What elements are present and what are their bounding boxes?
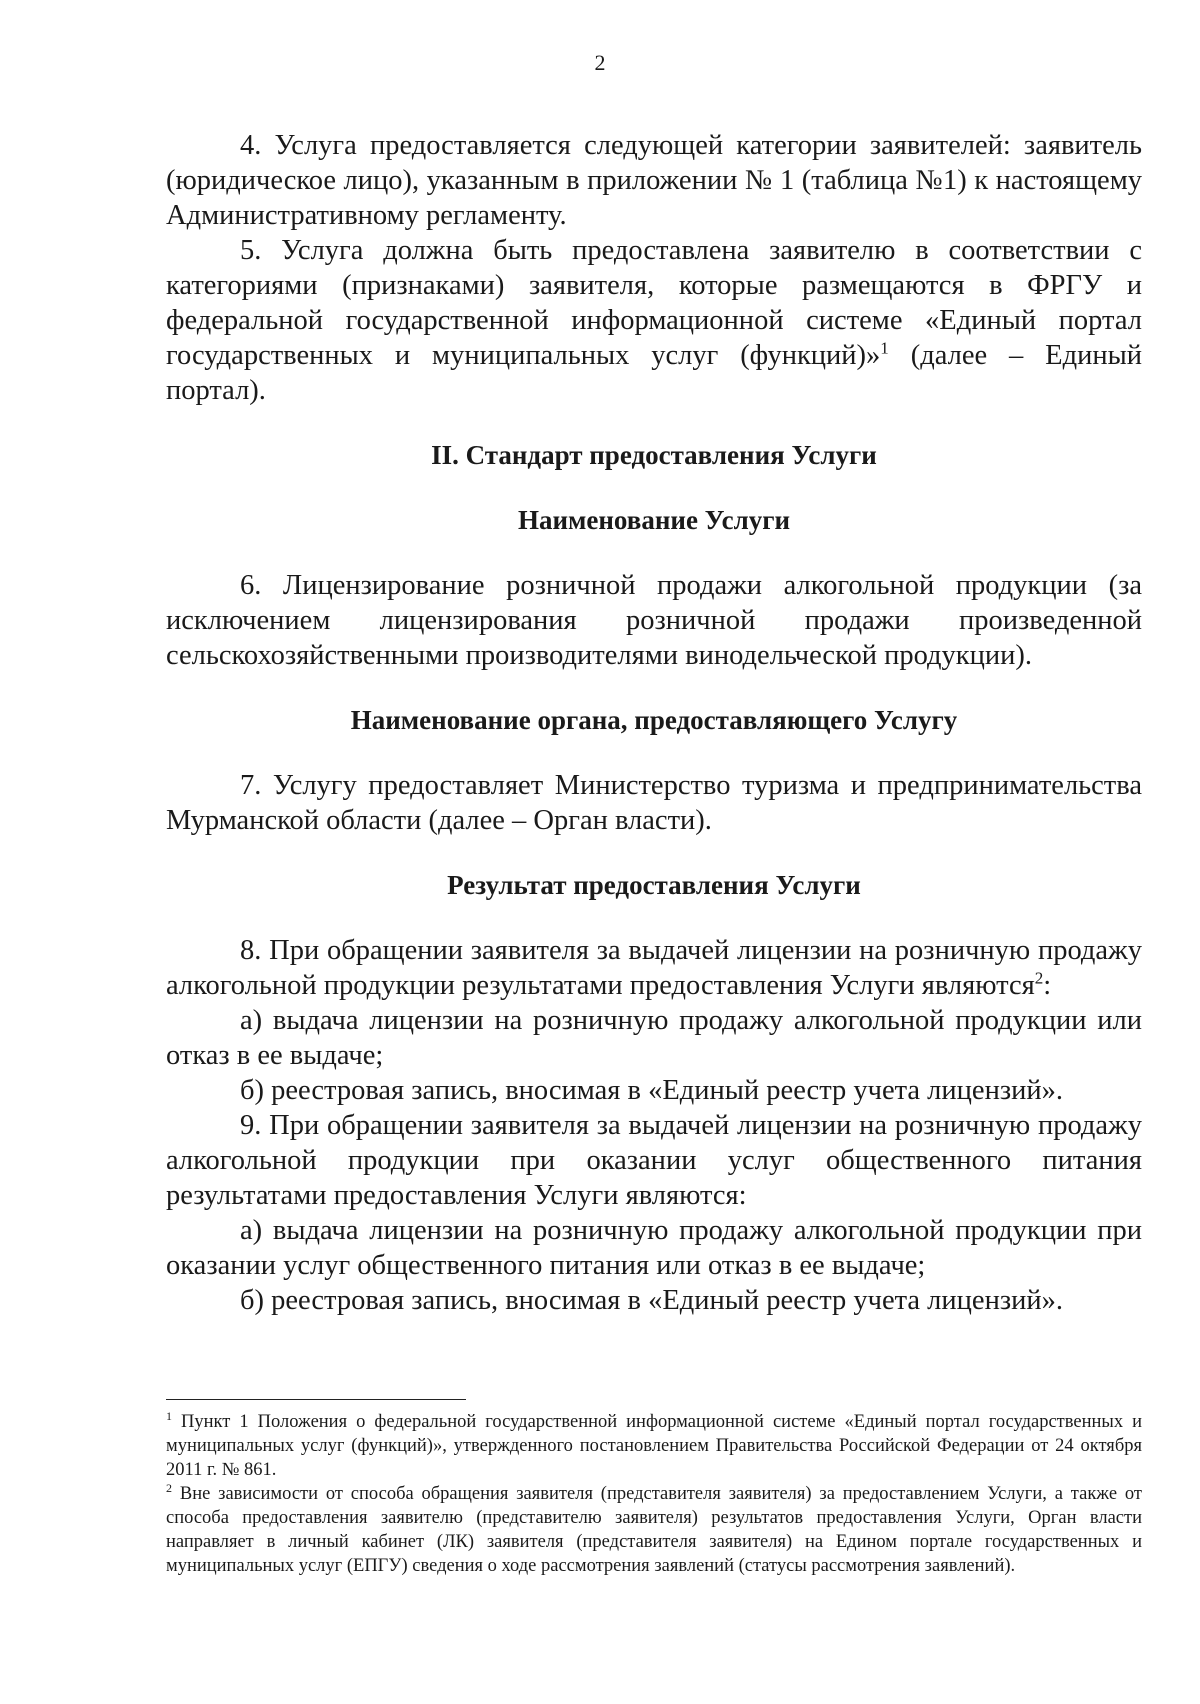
document-body [166, 128, 1142, 1318]
section-heading: II. Стандарт предоставления Услуги [431, 440, 877, 470]
footnote-1 [166, 1410, 1142, 1482]
footnotes [166, 1410, 1142, 1578]
footnote-2-mark: 2 [166, 1480, 173, 1495]
footnote-separator [166, 1399, 466, 1400]
footnote-2-text: Вне зависимости от способа обращения заявителя (представителя заявителя) за предоставлением Услуги, а также от способа предоставления заявителю (представителю заявителя) результатов предоставления Услуги, Орган власти направляет в личный кабинет (ЛК) заявителя (представителя заявителя) на Едином портале государственных и муниципальных услуг (ЕПГУ) сведения о ходе рассмотрения заявлений (статусы рассмотрения заявлений). [166, 1484, 1142, 1576]
paragraph-4: 4. Услуга предоставляется следующей категории заявителей: заявитель (юридическое лицо), указанным в приложении № 1 (таблица №1) к настоящему Административному регламенту. [166, 130, 1142, 231]
footnote-1-mark: 1 [166, 1408, 173, 1423]
page-number: 2 [594, 50, 606, 75]
footnote-1-text: Пункт 1 Положения о федеральной государственной информационной системе «Единый портал государственных и муниципальных услуг (функций)», утвержденного постановлением Правительства Российской Федерации от 24 октября 2011 г. № 861. [166, 1412, 1142, 1480]
footnote-ref-1: 1 [880, 338, 889, 358]
paragraph-8b: б) реестровая запись, вносимая в «Единый реестр учета лицензий». [240, 1075, 1063, 1106]
paragraph-8 [166, 933, 1142, 1003]
heading-service-name: Наименование Услуги [517, 505, 791, 535]
paragraph-7: 7. Услугу предоставляет Министерство туризма и предпринимательства Мурманской области (далее – Орган власти). [166, 770, 1142, 836]
paragraph-5-tail: (далее – Единый портал). [166, 340, 1142, 406]
paragraph-8a: а) выдача лицензии на розничную продажу алкогольной продукции или отказ в ее выдаче; [166, 1005, 1142, 1071]
paragraph-6: 6. Лицензирование розничной продажи алкогольной продукции (за исключением лицензирования розничной продажи произведенной сельскохозяйственными производителями винодельческой продукции). [166, 570, 1142, 671]
heading-authority-name: Наименование органа, предоставляющего Услугу [350, 705, 958, 735]
paragraph-5 [166, 233, 1142, 408]
paragraph-9: 9. При обращении заявителя за выдачей лицензии на розничную продажу алкогольной продукции при оказании услуг общественного питания результатами предоставления Услуги являются: [166, 1110, 1142, 1211]
paragraph-8-tail: : [1043, 970, 1052, 1001]
paragraph-9a: а) выдача лицензии на розничную продажу алкогольной продукции при оказании услуг общественного питания или отказ в ее выдаче; [166, 1215, 1142, 1281]
paragraph-5-text: 5. Услуга должна быть предоставлена заявителю в соответствии с категориями (признаками) заявителя, которые размещаются в ФРГУ и федеральной государственной информационной системе «Единый портал государственных и муниципальных услуг (функций)» [166, 235, 1142, 371]
paragraph-9b: б) реестровая запись, вносимая в «Единый реестр учета лицензий». [240, 1285, 1063, 1316]
heading-result: Результат предоставления Услуги [447, 870, 861, 900]
footnote-ref-2: 2 [1034, 968, 1044, 988]
paragraph-8-text: 8. При обращении заявителя за выдачей лицензии на розничную продажу алкогольной продукции результатами предоставления Услуги являются [166, 935, 1142, 1001]
footnote-2 [166, 1482, 1142, 1578]
